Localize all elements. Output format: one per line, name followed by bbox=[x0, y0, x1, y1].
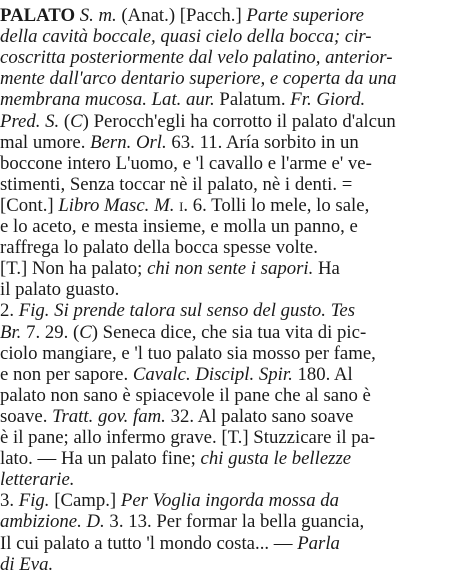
text-span: 6. Tolli lo mele, lo sale, bbox=[188, 194, 370, 216]
text-span: [Cont.] bbox=[0, 194, 59, 216]
text-span: PALATO bbox=[0, 5, 76, 26]
text-span: Tratt. gov. fam. bbox=[52, 405, 166, 427]
text-span: boccone intero L'uomo, e 'l cavallo e l'arme e' ve- bbox=[0, 152, 372, 174]
text-span: 3. 13. Per formar la bella guancia, bbox=[104, 511, 365, 533]
text-span: 32. Al palato sano soave bbox=[165, 405, 354, 427]
text-span: raffrega lo palato della bocca spesse volte. bbox=[0, 237, 318, 259]
text-span: 2. bbox=[0, 300, 19, 322]
text-span: 63. 11. Aría sorbito in un bbox=[166, 131, 359, 153]
text-span: 7. 29. ( bbox=[21, 321, 80, 343]
text-span: Libro Masc. M. bbox=[58, 194, 175, 216]
text-span: il palato guasto. bbox=[0, 279, 120, 301]
text-span: m. bbox=[98, 5, 117, 26]
text-span: 180. Al bbox=[292, 363, 353, 385]
text-span: Pred. S. bbox=[0, 110, 60, 132]
text-span: ciolo mangiare, e 'l tuo palato sia mosso per fame, bbox=[0, 342, 376, 364]
text-span: Lat. aur. bbox=[151, 89, 215, 111]
text-span: ) Perocch'egli ha corrotto il palato d'alcun bbox=[82, 110, 396, 132]
text-span: Fr. Giord. bbox=[290, 89, 366, 111]
text-span: della cavità boccale, quasi cielo della bocca; cir- bbox=[0, 26, 372, 48]
text-span: Il cui palato a tutto 'l mondo costa... — bbox=[0, 532, 298, 554]
text-span: (Anat.) [Pacch.] bbox=[116, 5, 247, 26]
text-span: i. bbox=[179, 194, 189, 216]
text-span: palato non sano è spiacevole il pane che al sano è bbox=[0, 384, 371, 406]
text-span: lato. — Ha un palato fine; bbox=[0, 448, 201, 470]
text-span: di Eva. bbox=[0, 553, 54, 575]
text-span: soave. bbox=[0, 405, 53, 427]
text-span: ) Seneca dice, che sia tua vita di pic- bbox=[91, 321, 367, 343]
text-span: Fig. bbox=[18, 490, 50, 512]
text-span: e non per sapore. bbox=[0, 363, 133, 385]
text-span: è il pane; allo infermo grave. [T.] Stuzzicare il pa- bbox=[0, 427, 376, 448]
text-span: Cavalc. Discipl. Spir. bbox=[132, 363, 293, 385]
text-span: 3. bbox=[0, 490, 19, 512]
text-span: letterarie. bbox=[0, 469, 75, 491]
text-span: Br. bbox=[0, 321, 22, 343]
text-span: chi non sente i sapori. bbox=[147, 258, 314, 280]
text-span: ( bbox=[59, 110, 71, 132]
text-span: C bbox=[79, 321, 92, 343]
text-span: Fig. Si prende talora sul senso del gusto. Tes bbox=[18, 300, 356, 322]
text-span: mal umore. bbox=[0, 131, 91, 153]
text-span: chi gusta le bellezze bbox=[200, 448, 352, 470]
text-span: Per Voglia ingorda mossa da bbox=[120, 490, 340, 512]
text-span: membrana mucosa. bbox=[0, 89, 147, 111]
text-span: e lo aceto, e mesta insieme, e molla un panno, e bbox=[0, 216, 358, 237]
text-span: [Camp.] bbox=[49, 490, 121, 512]
text-line bbox=[0, 553, 472, 577]
text-span: Bern. Orl. bbox=[90, 131, 167, 153]
text-span: [T.] Non ha palato; bbox=[0, 258, 148, 280]
text-span: coscritta posteriormente dal velo palatino, anterior- bbox=[0, 47, 393, 69]
text-span: ambizione. bbox=[0, 511, 82, 533]
text-span: D. bbox=[86, 511, 105, 533]
text-span: stimenti, Senza toccar nè il palato, nè i denti. = bbox=[0, 173, 353, 195]
text-span: C bbox=[70, 110, 83, 132]
text-span: Parla bbox=[297, 532, 340, 554]
text-span: Ha bbox=[313, 258, 340, 280]
text-span: Parte superiore bbox=[246, 5, 365, 26]
text-span: S. bbox=[79, 5, 94, 26]
text-span: mente dall'arco dentario superiore, e coperta da una bbox=[0, 68, 397, 90]
text-span: Palatum. bbox=[214, 89, 291, 111]
